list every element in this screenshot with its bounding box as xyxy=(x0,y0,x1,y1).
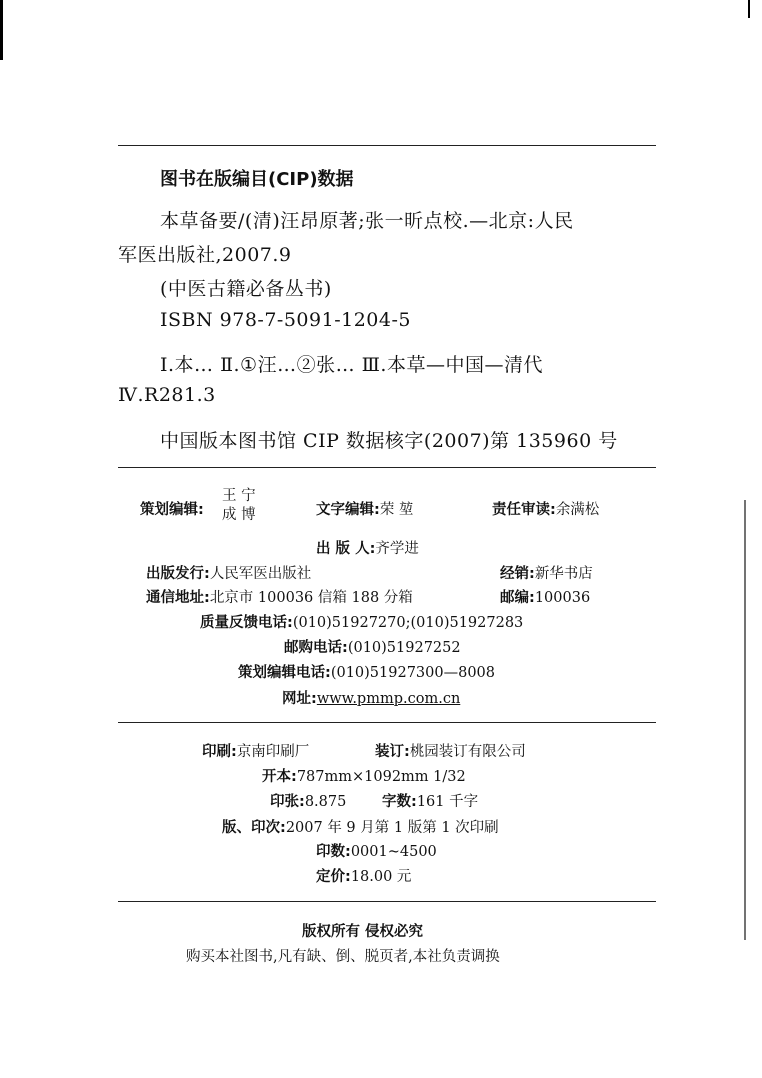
print-run-label: 印数 xyxy=(316,844,345,860)
text-editor-row: 文字编辑:荣 堃 xyxy=(316,502,414,518)
binder-label: 装订 xyxy=(375,744,404,760)
feedback-phone: (010)51927270;(010)51927283 xyxy=(292,615,524,631)
proofreader-label: 责任审读 xyxy=(492,502,550,518)
postcode: 100036 xyxy=(534,590,591,606)
sheets-row: 印张:8.875 xyxy=(270,794,347,810)
seller: 新华书店 xyxy=(534,566,593,582)
seller-row: 经销:新华书店 xyxy=(500,566,593,582)
mailorder-phone-row: 邮购电话:(010)51927252 xyxy=(284,640,461,656)
cip-line-1: 本草备要/(清)汪昂原著;张一昕点校.—北京:人民 xyxy=(160,210,574,232)
price: 18.00 元 xyxy=(350,869,412,885)
planning-editor-label: 策划编辑 xyxy=(140,502,198,518)
cip-series: (中医古籍必备丛书) xyxy=(160,278,332,300)
publisher-person-label: 出 版 人 xyxy=(316,541,370,557)
sheets: 8.875 xyxy=(304,794,347,810)
planning-phone-label: 策划编辑电话 xyxy=(238,665,325,681)
address-row: 通信地址:北京市 100036 信箱 188 分箱 xyxy=(146,590,413,606)
planning-phone-row: 策划编辑电话:(010)51927300—8008 xyxy=(238,665,496,681)
cip-isbn: ISBN 978-7-5091-1204-5 xyxy=(160,309,411,331)
format: 787mm×1092mm 1/32 xyxy=(296,769,466,785)
print-run-row: 印数:0001~4500 xyxy=(316,844,437,860)
text-editor: 荣 堃 xyxy=(379,502,414,518)
price-row: 定价:18.00 元 xyxy=(316,869,412,885)
postcode-row: 邮编:100036 xyxy=(500,590,591,606)
replacement-notice: 购买本社图书,凡有缺、倒、脱页者,本社负责调换 xyxy=(186,949,500,965)
scan-edge-right-lower xyxy=(744,500,746,940)
publisher-person-row: 出 版 人:齐学进 xyxy=(316,541,419,557)
rule-bottom xyxy=(118,901,656,902)
printer: 京南印刷厂 xyxy=(236,744,310,760)
binder-row: 装订:桃园装订有限公司 xyxy=(375,744,526,760)
rule-top xyxy=(118,145,656,146)
cip-classification-2: Ⅳ.R281.3 xyxy=(118,384,216,406)
postcode-label: 邮编 xyxy=(500,590,529,606)
planning-editor-row: 策划编辑: xyxy=(140,502,204,518)
print-run: 0001~4500 xyxy=(350,844,437,860)
scan-edge-right xyxy=(748,0,750,18)
distributor-row: 出版发行:人民军医出版社 xyxy=(146,566,312,582)
edition: 2007 年 9 月第 1 版第 1 次印刷 xyxy=(285,820,499,836)
address-label: 通信地址 xyxy=(146,590,204,606)
distributor-label: 出版发行 xyxy=(146,566,204,582)
planning-editor-1: 王 宁 xyxy=(222,488,256,504)
printer-label: 印刷 xyxy=(202,744,231,760)
mailorder-phone: (010)51927252 xyxy=(347,640,461,656)
cip-line-2: 军医出版社,2007.9 xyxy=(118,244,292,266)
edition-row: 版、印次:2007 年 9 月第 1 版第 1 次印刷 xyxy=(222,820,499,836)
feedback-phone-label: 质量反馈电话 xyxy=(200,615,287,631)
planning-editor-2: 成 博 xyxy=(222,507,256,523)
publisher-person: 齐学进 xyxy=(375,541,419,557)
address: 北京市 100036 信箱 188 分箱 xyxy=(209,590,413,606)
printer-row: 印刷:京南印刷厂 xyxy=(202,744,310,760)
words-row: 字数:161 千字 xyxy=(382,794,479,810)
text-editor-label: 文字编辑 xyxy=(316,502,374,518)
website-row: 网址:www.pmmp.com.cn xyxy=(282,691,461,707)
copyright-notice: 版权所有 侵权必究 xyxy=(302,924,424,940)
words-label: 字数 xyxy=(382,794,411,810)
mailorder-phone-label: 邮购电话 xyxy=(284,640,342,656)
price-label: 定价 xyxy=(316,869,345,885)
website-label: 网址 xyxy=(282,691,311,707)
feedback-phone-row: 质量反馈电话:(010)51927270;(010)51927283 xyxy=(200,615,524,631)
format-label: 开本 xyxy=(262,769,291,785)
words: 161 千字 xyxy=(416,794,479,810)
rule-printing xyxy=(118,722,656,723)
distributor: 人民军医出版社 xyxy=(209,566,312,582)
edition-label: 版、印次 xyxy=(222,820,280,836)
cip-heading: 图书在版编目(CIP)数据 xyxy=(160,169,354,190)
cip-classification: Ⅰ.本… Ⅱ.①汪…②张… Ⅲ.本草—中国—清代 xyxy=(160,354,543,376)
planning-editors xyxy=(222,487,256,525)
format-row: 开本:787mm×1092mm 1/32 xyxy=(262,769,466,785)
rule-middle xyxy=(118,467,656,468)
planning-phone: (010)51927300—8008 xyxy=(330,665,496,681)
seller-label: 经销 xyxy=(500,566,529,582)
binder: 桃园装订有限公司 xyxy=(409,744,526,760)
website-link[interactable]: www.pmmp.com.cn xyxy=(316,691,461,707)
sheets-label: 印张 xyxy=(270,794,299,810)
scan-edge-left xyxy=(0,0,3,60)
proofreader-row: 责任审读:余满松 xyxy=(492,502,600,518)
proofreader: 余满松 xyxy=(555,502,600,518)
cip-record-number: 中国版本图书馆 CIP 数据核字(2007)第 135960 号 xyxy=(160,430,618,452)
